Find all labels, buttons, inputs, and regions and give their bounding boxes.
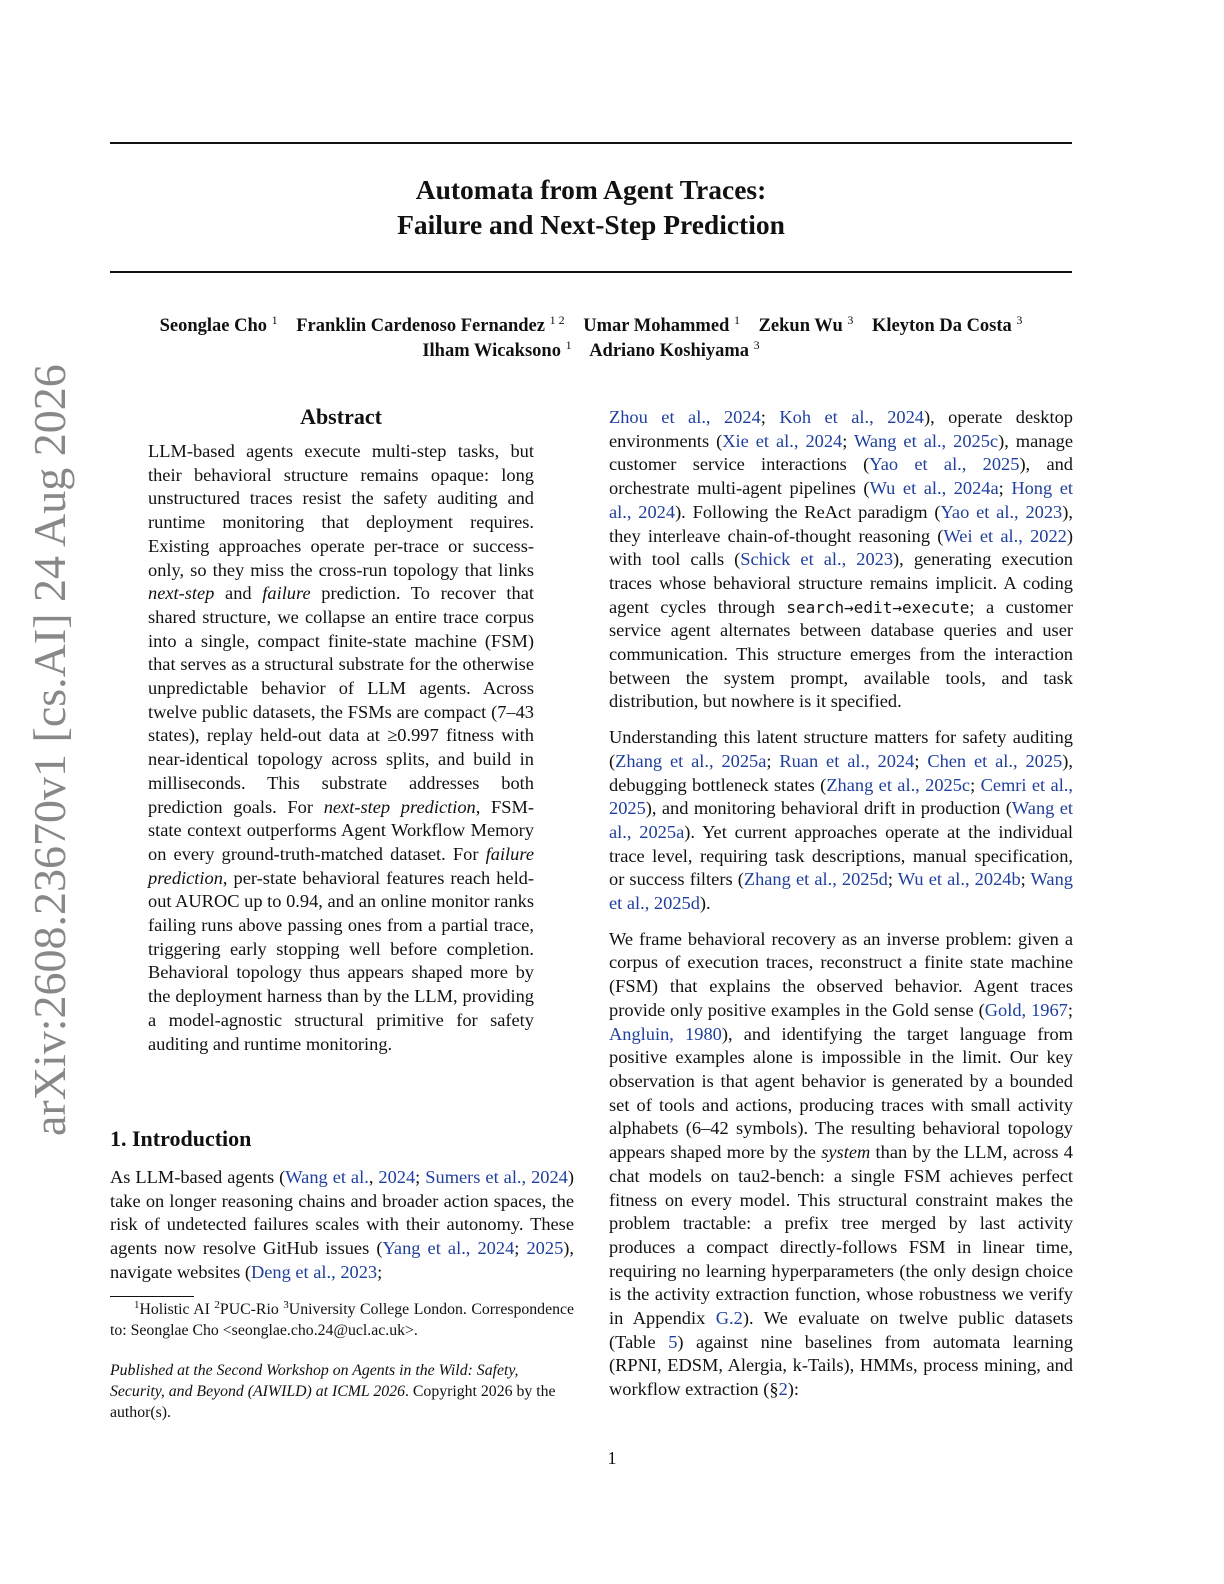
- table-link[interactable]: 5: [668, 1331, 678, 1352]
- citation-link[interactable]: Schick et al., 2023: [740, 549, 894, 570]
- paper-title: [110, 172, 1072, 242]
- section-heading-introduction: 1. Introduction: [110, 1126, 252, 1151]
- author-name: Adriano Koshiyama: [589, 341, 750, 361]
- citation-link[interactable]: 2024: [378, 1167, 416, 1187]
- author-list: [110, 314, 1072, 364]
- citation-link[interactable]: Yao et al., 2023: [940, 501, 1063, 522]
- paragraph: Understanding this latent structure matters for safety auditing (Zhang et al., 2025a; Ruan et al., 2024; Chen et al., 2025), debugging bottleneck states (Zhang et al., 2025c; Cemri et al., 2025), and monitoring behavioral drift in production (Wang et al., 2025a). Yet current approaches operate at the individual trace level, requiring task descriptions, manual specification, or success filters (Zhang et al., 2025d; Wu et al., 2024b; Wang et al., 2025d).: [609, 727, 1074, 914]
- footnote-rule: [110, 1296, 194, 1297]
- author-name: Ilham Wicaksono: [422, 341, 561, 361]
- author-affiliation: 3: [847, 313, 854, 327]
- abstract-heading: Abstract: [300, 404, 382, 429]
- author-affiliation: 1: [271, 313, 278, 327]
- citation-link[interactable]: Zhang et al., 2025c: [826, 774, 971, 795]
- publication-note: Published at the Second Workshop on Agents in the Wild: Safety, Security, and Beyond (AIWILD) at ICML 2026. Copyright 2026 by the author(s).: [110, 1362, 556, 1421]
- paragraph: We frame behavioral recovery as an inverse problem: given a corpus of execution traces, reconstruct a finite state machine (FSM) that explains the observed behavior. Agent traces provide only positive examples in the Gold sense (Gold, 1967; Angluin, 1980), and identifying the target language from positive examples alone is impossible in the limit. Our key observation is that agent behavior is generated by a bounded set of tools and actions, producing traces with small activity alphabets (6–42 symbols). The resulting behavioral topology appears shaped more by the system than by the LLM, across 4 chat models on tau2-bench: a single FSM achieves perfect fitness on every model. This structural constraint makes the problem tractable: a prefix tree merged by last activity produces a compact directly-follows FSM in linear time, requiring no learning hyperparameters (the only design choice is the activity extraction function, whose robustness we verify in Appendix G.2). We evaluate on twelve public datasets (Table 5) against nine baselines from automata learning (RPNI, EDSM, Alergia, k-Tails), HMMs, process mining, and workflow extraction (§2):: [609, 928, 1073, 1400]
- appendix-link[interactable]: G.2: [715, 1308, 743, 1329]
- title-bottom-rule: [110, 271, 1072, 273]
- citation-link[interactable]: Cemri et al., 2025: [609, 774, 1073, 819]
- citation-link[interactable]: Wang et al.: [285, 1167, 369, 1187]
- citation-link[interactable]: Wu et al., 2024b: [897, 869, 1021, 890]
- author-name: Kleyton Da Costa: [872, 316, 1012, 336]
- citation-link[interactable]: Xie et al., 2024: [722, 430, 843, 451]
- citation-link[interactable]: 2025: [526, 1238, 564, 1259]
- citation-link[interactable]: Hong et al., 2024: [609, 478, 1073, 522]
- author-affiliation: 1: [565, 338, 572, 352]
- citation-link[interactable]: Wang et al., 2025a: [609, 798, 1074, 842]
- citation-link[interactable]: Zhang et al., 2025d: [743, 869, 888, 890]
- citation-link[interactable]: Zhang et al., 2025a: [615, 750, 767, 771]
- author-name: Zekun Wu: [758, 316, 843, 336]
- author-affiliation: 3: [1016, 313, 1023, 327]
- arxiv-sidebar-stamp: arXiv:2608.23670v1 [cs.AI] 24 Aug 2026: [24, 364, 75, 1136]
- citation-link[interactable]: Sumers et al., 2024: [425, 1167, 568, 1187]
- page-number: 1: [607, 1448, 617, 1468]
- author-affiliation: 3: [753, 338, 760, 352]
- code-snippet: search→edit→execute: [786, 597, 970, 617]
- citation-link[interactable]: Chen et al., 2025: [927, 750, 1063, 771]
- citation-link[interactable]: Ruan et al., 2024: [779, 750, 915, 771]
- abstract-body: LLM-based agents execute multi-step tasks, but their behavioral structure remains opaque: long unstructured traces resist the safety auditing and runtime monitoring that deployment requires. Existing approaches operate per-trace or success-only, so they miss the cross-run topology that links next-step and failure prediction. To recover that shared structure, we collapse an entire trace corpus into a single, compact finite-state machine (FSM) that serves as a structural substrate for the otherwise unpredictable behavior of LLM agents. Across twelve public datasets, the FSMs are compact (7–43 states), replay held-out data at ≥0.997 fitness with near-identical topology across splits, and build in milliseconds. This substrate addresses both prediction goals. For next-step prediction, FSM-state context outperforms Agent Workflow Memory on every ground-truth-matched dataset. For failure prediction, per-state behavioral features reach held-out AUROC up to 0.94, and an online monitor ranks failing runs above passing ones from a partial trace, triggering early stopping well before completion. Behavioral topology thus appears shaped more by the deployment harness than by the LLM, providing a model-agnostic structural primitive for safety auditing and runtime monitoring.: [148, 441, 534, 1054]
- author-line-2: [110, 339, 1072, 364]
- citation-link[interactable]: Yao et al., 2025: [869, 454, 1020, 475]
- citation-link[interactable]: Yang et al., 2024: [382, 1238, 515, 1259]
- section-link[interactable]: 2: [778, 1379, 788, 1400]
- citation-link[interactable]: Wang et al., 2025c: [854, 430, 999, 451]
- citation-link[interactable]: Deng et al., 2023: [250, 1261, 378, 1282]
- citation-link[interactable]: Gold, 1967: [984, 999, 1068, 1020]
- citation-link[interactable]: Wang et al., 2025d: [609, 869, 1073, 914]
- citation-link[interactable]: Zhou et al., 2024: [609, 407, 761, 427]
- author-affiliation: 1 2: [549, 313, 565, 327]
- introduction-paragraph: As LLM-based agents (Wang et al., 2024; Sumers et al., 2024) take on longer reasoning chains and broader action spaces, the risk of undetected failures scales with their autonomy. These agents now resolve GitHub issues (Yang et al., 2024; 2025), navigate websites (Deng et al., 2023;: [110, 1167, 574, 1282]
- title-top-rule: [110, 142, 1072, 144]
- right-column: [609, 406, 1073, 1414]
- author-line-1: [110, 314, 1072, 339]
- citation-link[interactable]: Wei et al., 2022: [943, 525, 1067, 546]
- title-line-2: Failure and Next-Step Prediction: [397, 209, 785, 240]
- author-name: Seonglae Cho: [159, 316, 267, 336]
- author-name: Franklin Cardenoso Fernandez: [296, 316, 545, 336]
- paragraph: Zhou et al., 2024; Koh et al., 2024), operate desktop environments (Xie et al., 2024; Wang et al., 2025c), manage customer service interactions (Yao et al., 2025), and orchestrate multi-agent pipelines (Wu et al., 2024a; Hong et al., 2024). Following the ReAct paradigm (Yao et al., 2023), they interleave chain-of-thought reasoning (Wei et al., 2022) with tool calls (Schick et al., 2023), generating execution traces whose behavioral structure remains implicit. A coding agent cycles through search→edit→execute; a customer service agent alternates between database queries and user communication. This structure emerges from the interaction between the system prompt, available tools, and task distribution, but nowhere is it specified.: [609, 407, 1073, 712]
- title-line-1: Automata from Agent Traces:: [415, 174, 767, 205]
- affiliation-footnote: $^1$Holistic AI $^2$PUC-Rio $^3$University College London. Correspondence to: Seonglae Cho <seonglae.cho.24@ucl.ac.uk>.: [110, 1299, 575, 1339]
- citation-link[interactable]: Angluin, 1980: [609, 1023, 722, 1044]
- author-affiliation: 1: [733, 313, 740, 327]
- citation-link[interactable]: Wu et al., 2024a: [869, 478, 999, 499]
- author-name: Umar Mohammed: [583, 316, 730, 336]
- citation-link[interactable]: Koh et al., 2024: [779, 407, 924, 427]
